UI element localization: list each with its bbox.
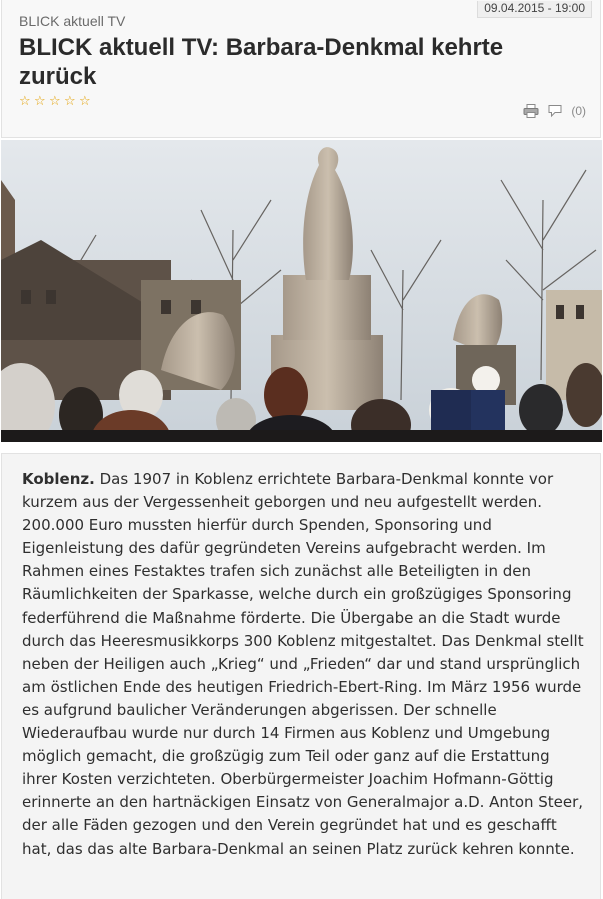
star-icon[interactable]: ☆	[64, 94, 75, 109]
category-label[interactable]: BLICK aktuell TV	[19, 13, 126, 29]
comment-count[interactable]: (0)	[571, 104, 586, 118]
comment-icon[interactable]	[547, 104, 563, 118]
article-body	[1, 453, 601, 899]
article-image	[1, 140, 602, 442]
star-icon[interactable]: ☆	[49, 94, 60, 109]
date-badge: 09.04.2015 - 19:00	[477, 1, 592, 18]
article-header	[1, 0, 601, 138]
page-title: BLICK aktuell TV: Barbara-Denkmal kehrte zurück	[19, 34, 504, 90]
dateline: Koblenz.	[22, 470, 95, 488]
article-body-text: Das 1907 in Koblenz errichtete Barbara-Denkmal konnte vor kurzem aus der Vergessenheit geborgen und neu aufgestellt werden. 200.000 Euro mussten hierfür durch Spenden, Sponsoring und Eigenleistung des dafür gegründeten Vereins aufgebracht werden. Im Rahmen eines Festaktes trafen sich zunächst alle Beteiligten in den Räumlichkeiten der Sparkasse, welche durch ein großzügiges Sponsoring federführend die Maßnahme förderte. Die Übergabe an die Stadt wurde durch das Heeresmusikkorps 300 Koblenz mitgestaltet. Das Denkmal stellt neben der Heiligen auch „Krieg“ und „Frieden“ dar und stand ursprünglich am östlichen Ende des heutigen Friedrich-Ebert-Ring. Im März 1956 wurde es aufgrund baulicher Veränderungen abgerissen. Der schnelle Wiederaufbau wurde nur durch 14 Firmen aus Koblenz und Umgebung möglich gemacht, die großzügig zum Teil oder ganz auf die Erstattung ihrer Kosten verzichteten. Oberbürgermeister Joachim Hofmann-Göttig erinnerte an den hartnäckigen Einsatz von Generalmajor a.D. Anton Steer, der alle Fäden gezogen und den Verein gegründet hat und es geschafft hat, das das alte Barbara-Denkmal an seinen Platz zurück kehren konnte.	[22, 470, 584, 858]
printer-icon[interactable]	[523, 104, 539, 118]
article-text	[22, 468, 588, 861]
star-icon[interactable]: ☆	[79, 94, 90, 109]
star-icon[interactable]: ☆	[19, 94, 30, 109]
star-rating[interactable]	[19, 95, 94, 109]
article-tools	[523, 104, 586, 118]
star-icon[interactable]: ☆	[34, 94, 45, 109]
